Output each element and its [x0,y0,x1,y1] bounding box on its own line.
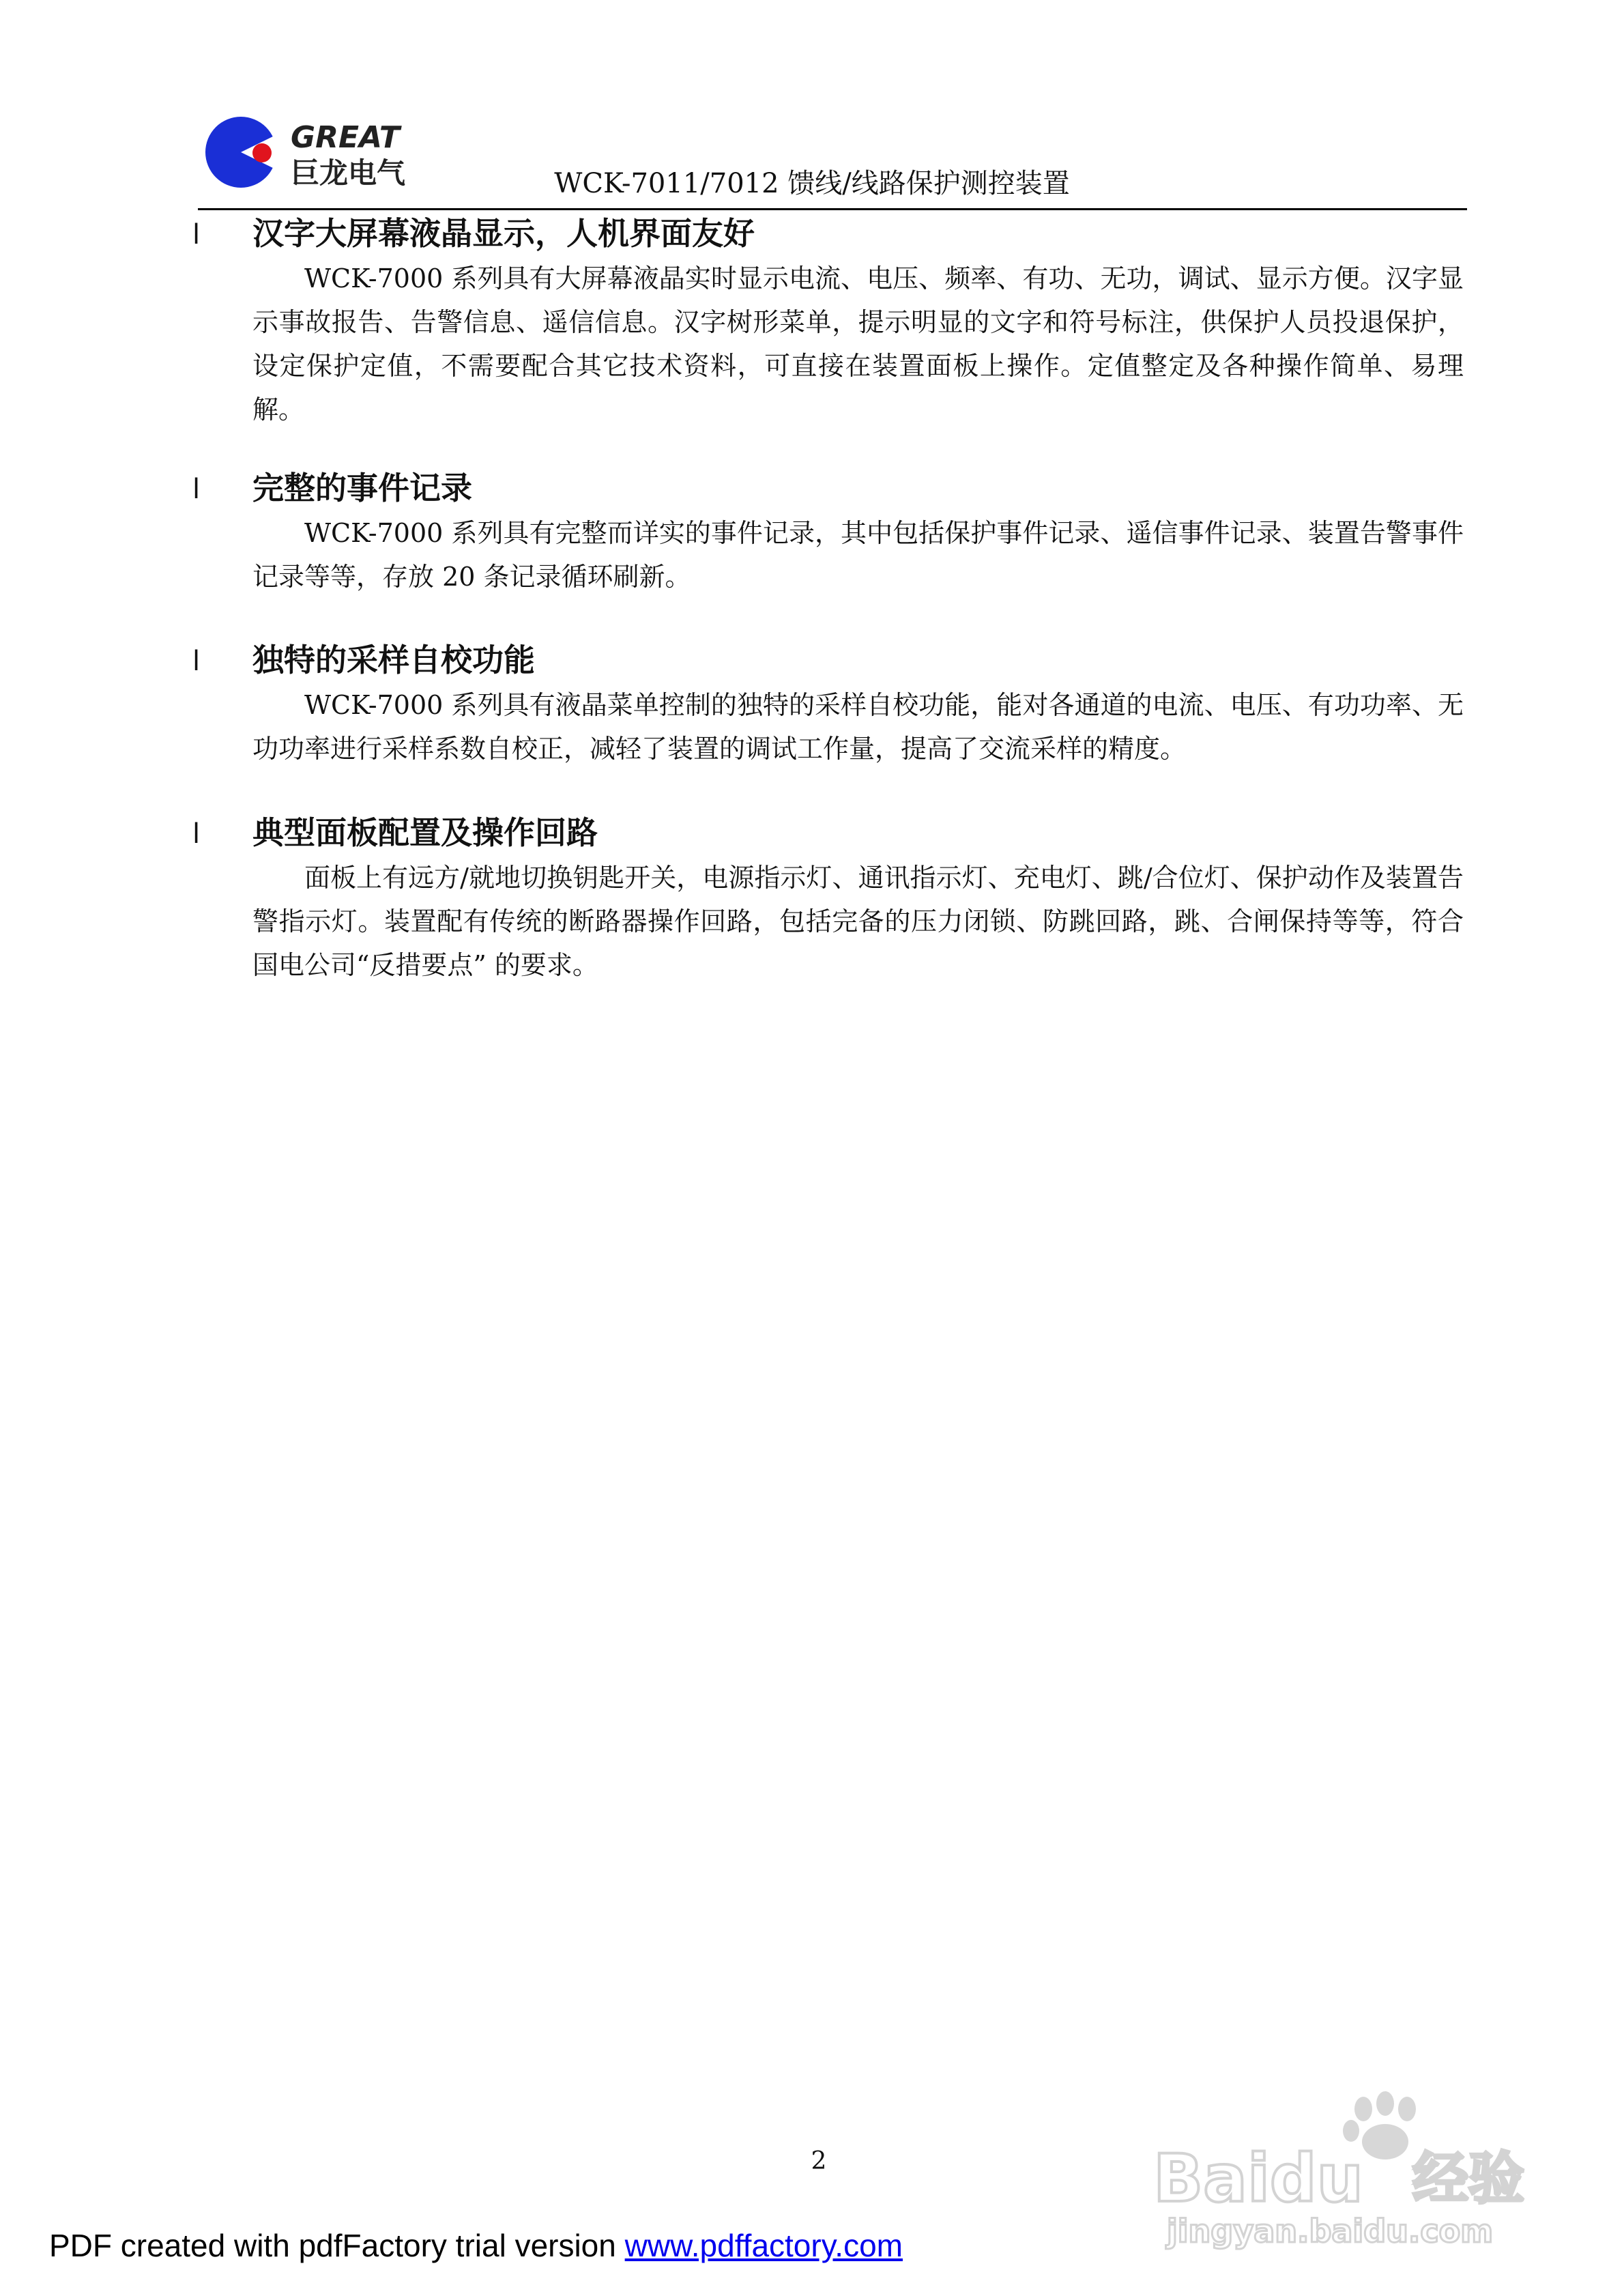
watermark-icon [1146,2089,1556,2252]
logo-text-en: GREAT [291,120,400,155]
bullet-marker: l [192,646,201,677]
section-body: 面板上有远方/就地切换钥匙开关，电源指示灯、通讯指示灯、充电灯、跳/合位灯、保护动作及装置告警指示灯。装置配有传统的断路器操作回路，包括完备的压力闭锁、防跳回路，跳、合闸保持等等，符合国电公司“反措要点” 的要求。 [252,863,1464,980]
section-body: WCK-7000 系列具有液晶菜单控制的独特的采样自校功能，能对各通道的电流、电压、有功功率、无功功率进行采样系数自校正，减轻了装置的调试工作量，提高了交流采样的精度。 [252,690,1464,764]
section-body: WCK-7000 系列具有完整而详实的事件记录，其中包括保护事件记录、遥信事件记录、装置告警事件记录等等，存放 20 条记录循环刷新。 [252,518,1464,592]
document-title: WCK-7011/7012 馈线/线路保护测控装置 [554,168,1070,199]
section-title: 完整的事件记录 [252,470,472,506]
section-title: 独特的采样自校功能 [252,642,535,678]
page-number: 2 [811,2147,827,2175]
pdffactory-link[interactable]: www.pdffactory.com [624,2228,903,2263]
watermark-url: jingyan.baidu.com [1167,2213,1494,2250]
logo-icon [203,115,429,190]
section-body: WCK-7000 系列具有大屏幕液晶实时显示电流、电压、频率、有功、无功，调试、显示方便。汉字显示事故报告、告警信息、遥信信息。汉字树形菜单，提示明显的文字和符号标注，供保护人员投退保护，设定保护定值，不需要配合其它技术资料，可直接在装置面板上操作。定值整定及各种操作简单、易理解。 [252,263,1464,425]
bullet-marker: l [192,474,201,505]
bullet-marker: l [192,219,201,250]
baidu-jingyan-watermark [1146,2089,1556,2252]
watermark-brand: Baidu [1153,2140,1363,2217]
bullet-marker: l [192,818,201,850]
section-title: 典型面板配置及操作回路 [252,814,598,851]
section-title: 汉字大屏幕液晶显示，人机界面友好 [252,215,755,252]
pdf-creator-notice [49,2226,903,2265]
watermark-label: 经验 [1412,2147,1525,2211]
logo-text-cn: 巨龙电气 [291,156,406,190]
company-logo [203,115,429,190]
pdf-footer-text: PDF created with pdfFactory trial version [49,2228,625,2263]
header-divider [198,208,1467,210]
